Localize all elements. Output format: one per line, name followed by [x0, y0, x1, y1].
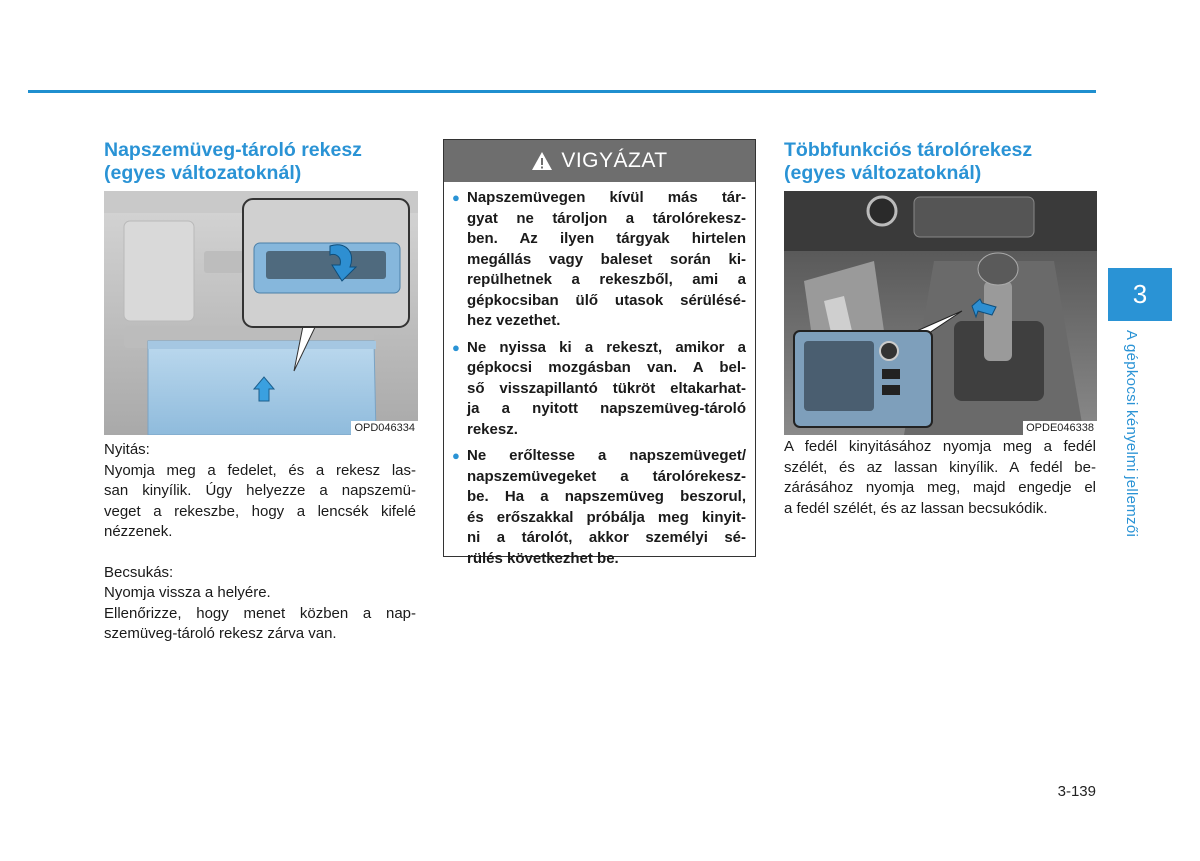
warning-title: VIGYÁZAT	[561, 149, 668, 172]
body-line: san kinyílik. Úgy helyezze a napszemü-	[104, 482, 416, 499]
figure-code: OPD046334	[351, 421, 418, 435]
body-line: Nyomja meg a fedelet, és a rekesz las-	[104, 461, 416, 479]
open-label: Nyitás:	[104, 441, 150, 458]
warning-item: ● Napszemüvegen kívül más tár- gyat ne tároljon a tárolórekesz- ben. Az ilyen tárgyak hirtelen megállás vagy baleset során ki- repülhetnek a rekeszből, ami a gépkocsiban ülő utasok sérülésé- hez vezethet.	[452, 188, 746, 332]
section-heading-sunglass-holder: Napszemüveg-tároló rekesz (egyes változatoknál)	[104, 139, 362, 184]
bullet-icon: ●	[452, 190, 460, 205]
warning-triangle-icon	[531, 151, 553, 171]
body-line: nézzenek.	[104, 523, 173, 540]
warning-header	[444, 140, 755, 182]
page-number: 3-139	[1057, 783, 1096, 800]
warning-item: ● Ne erőltesse a napszemüveget/ napszemüvegeket a tárolórekesz- be. Ha a napszemüveg beszorul, és erőszakkal próbálja meg kinyit- ni a tárolót, akkor személyi sé- rülés következhet be.	[452, 446, 746, 569]
body-line: zárásához nyomja meg, majd engedje el	[784, 479, 1096, 496]
top-rule	[28, 90, 1096, 93]
body-line: a fedél szélét, és az lassan becsukódik.	[784, 499, 1048, 517]
left-body-text	[104, 440, 416, 645]
body-line: szélét, és az lassan kinyílik. A fedél be-	[784, 458, 1096, 476]
chapter-title-vertical: A gépkocsi kényelmi jellemzői	[1123, 330, 1140, 538]
figure-code: OPDE046338	[1023, 421, 1097, 435]
body-line: szemüveg-tároló rekesz zárva van.	[104, 625, 337, 642]
bullet-icon: ●	[452, 339, 460, 355]
body-line: A fedél kinyitásához nyomja meg a fedél	[784, 438, 1096, 455]
body-line: Ellenőrizze, hogy menet közben a nap-	[104, 604, 416, 622]
body-line: Nyomja vissza a helyére.	[104, 584, 271, 601]
close-label: Becsukás:	[104, 563, 174, 581]
body-line: veget a rekeszbe, hogy a lencsék kifelé	[104, 502, 416, 520]
multifunction-storage-figure	[784, 191, 1097, 435]
section-heading-multifunction-storage: Többfunkciós tárolórekesz (egyes változatoknál)	[784, 139, 1033, 184]
sunglass-holder-illustration	[104, 191, 418, 435]
warning-item: ● Ne nyissa ki a rekeszt, amikor a gépkocsi mozgásban van. A bel- ső visszapillantó tükröt eltakarhat- ja a nyitott napszemüveg-tároló rekesz.	[452, 338, 746, 441]
console-storage-illustration	[784, 191, 1097, 435]
right-body-text	[784, 437, 1096, 519]
bullet-icon: ●	[452, 448, 460, 463]
warning-box	[443, 139, 756, 567]
sunglass-holder-figure	[104, 191, 418, 435]
chapter-number-tab: 3	[1108, 268, 1172, 321]
